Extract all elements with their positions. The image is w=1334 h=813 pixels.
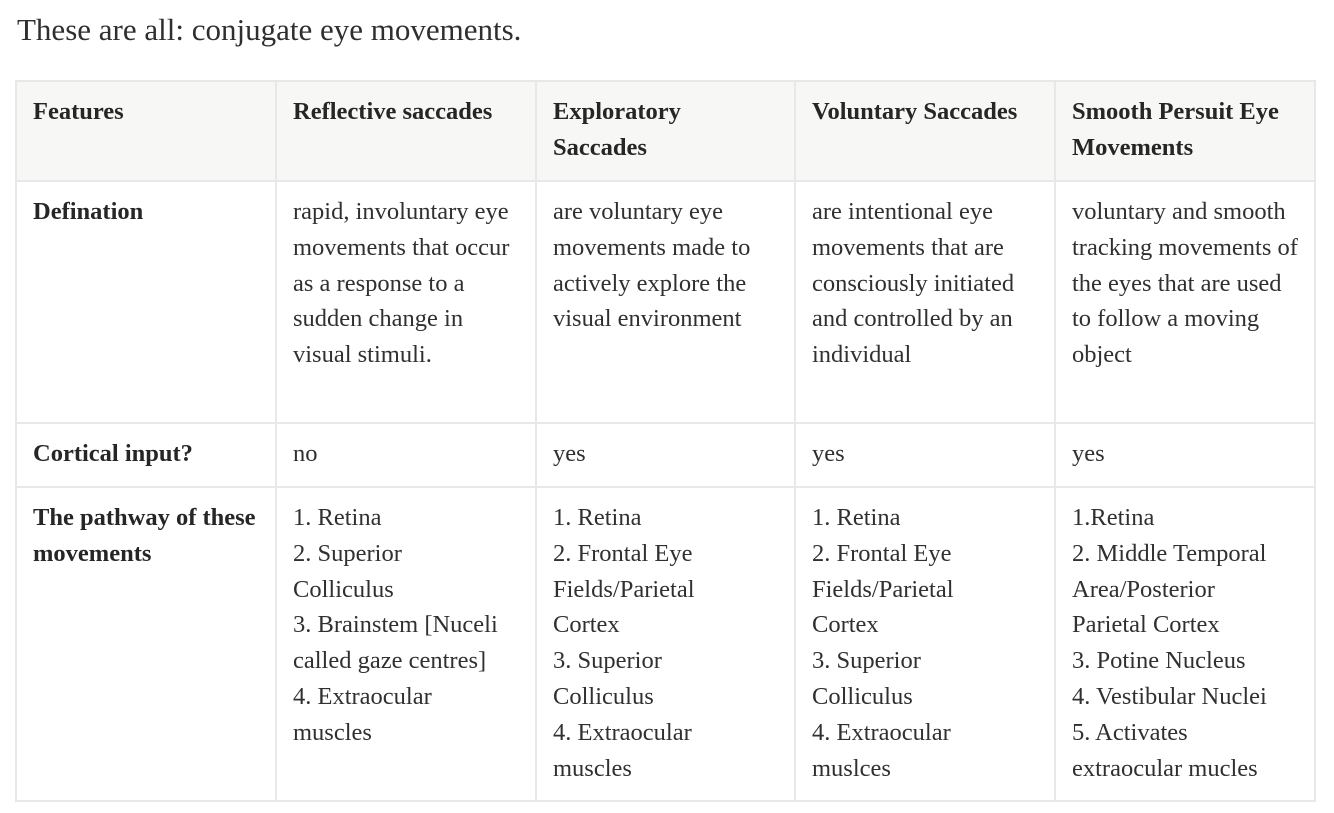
cell-cortical-smooth-pursuit: yes <box>1055 423 1315 487</box>
pathway-step: called gaze centres] <box>293 647 487 675</box>
pathway-step: Cortex <box>812 611 879 639</box>
pathway-step: Cortex <box>553 611 620 639</box>
cell-pathway-exploratory <box>536 487 795 801</box>
cell-cortical-exploratory: yes <box>536 423 795 487</box>
pathway-step: muscles <box>553 754 632 782</box>
cell-pathway-voluntary <box>795 487 1055 801</box>
pathway-step: Colliculus <box>553 682 654 710</box>
pathway-step: 3. Potine Nucleus <box>1072 647 1246 675</box>
pathway-step: 4. Extraocular <box>812 718 951 746</box>
row-label-definition: Defination <box>16 181 276 423</box>
cell-definition-exploratory: are voluntary eye movements made to actively explore the visual environment <box>536 181 795 423</box>
pathway-step: 4. Extraocular <box>553 718 692 746</box>
table-row <box>16 181 1315 423</box>
pathway-step: 5. Activates <box>1072 718 1188 746</box>
cell-definition-smooth-pursuit: voluntary and smooth tracking movements of the eyes that are used to follow a moving object <box>1055 181 1315 423</box>
intro-text: These are all: conjugate eye movements. <box>17 12 522 47</box>
header-exploratory-saccades: Exploratory Saccades <box>536 81 795 181</box>
pathway-step: 4. Extraocular <box>293 682 432 710</box>
pathway-step: Colliculus <box>293 575 394 603</box>
cell-cortical-voluntary: yes <box>795 423 1055 487</box>
pathway-step: Area/Posterior <box>1072 575 1215 603</box>
header-reflective-saccades: Reflective saccades <box>276 81 536 181</box>
cell-definition-voluntary: are intentional eye movements that are consciously initiated and controlled by an individual <box>795 181 1055 423</box>
pathway-step: 2. Superior <box>293 539 402 567</box>
pathway-step: 3. Superior <box>812 647 921 675</box>
cell-definition-reflective: rapid, involuntary eye movements that occur as a response to a sudden change in visual stimuli. <box>276 181 536 423</box>
header-features: Features <box>16 81 276 181</box>
pathway-step: Fields/Parietal <box>553 575 695 603</box>
header-smooth-pursuit: Smooth Persuit Eye Movements <box>1055 81 1315 181</box>
table-header-row <box>16 81 1315 181</box>
pathway-step: 2. Middle Temporal <box>1072 539 1267 567</box>
table-row <box>16 423 1315 487</box>
pathway-step: 2. Frontal Eye <box>553 539 693 567</box>
pathway-step: Colliculus <box>812 682 913 710</box>
pathway-step: muslces <box>812 754 891 782</box>
pathway-step: 1. Retina <box>553 504 642 531</box>
pathway-step: extraocular mucles <box>1072 754 1258 782</box>
pathway-step: Fields/Parietal <box>812 575 954 603</box>
header-voluntary-saccades: Voluntary Saccades <box>795 81 1055 181</box>
cell-pathway-smooth-pursuit <box>1055 487 1315 801</box>
cell-cortical-reflective: no <box>276 423 536 487</box>
cell-pathway-reflective <box>276 487 536 801</box>
row-label-pathway: The pathway of these movements <box>16 487 276 801</box>
pathway-step: 4. Vestibular Nuclei <box>1072 682 1267 710</box>
pathway-step: Parietal Cortex <box>1072 611 1220 639</box>
table-row <box>16 487 1315 801</box>
eye-movements-table <box>15 80 1316 802</box>
row-label-cortical-input: Cortical input? <box>16 423 276 487</box>
pathway-step: 3. Brainstem [Nuceli <box>293 611 498 639</box>
pathway-step: 3. Superior <box>553 647 662 675</box>
pathway-step: muscles <box>293 718 372 746</box>
pathway-step: 1.Retina <box>1072 504 1155 531</box>
pathway-step: 2. Frontal Eye <box>812 539 952 567</box>
pathway-step: 1. Retina <box>293 504 382 531</box>
pathway-step: 1. Retina <box>812 504 901 531</box>
